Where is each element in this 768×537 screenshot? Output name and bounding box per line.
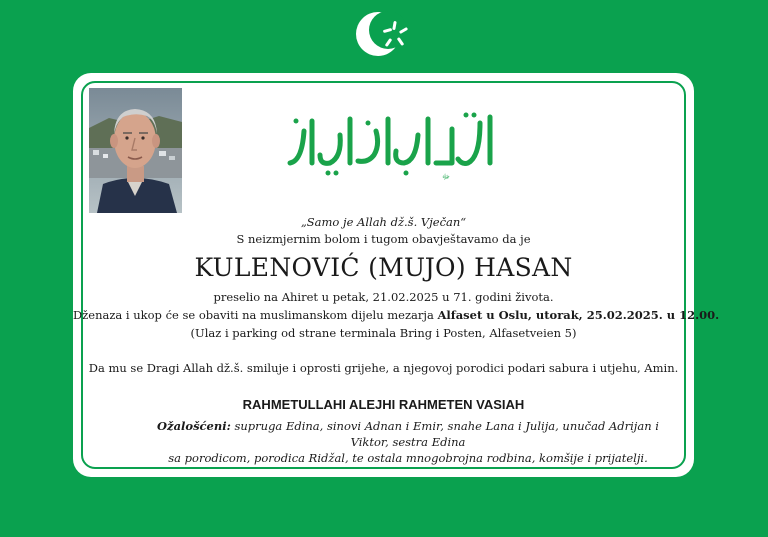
quote-text: „Samo je Allah dž.š. Vječan“ [300, 215, 467, 229]
deceased-name: KULENOVIĆ (MUJO) HASAN [194, 253, 573, 282]
funeral-location-time: Alfaset u Oslu, utorak, 25.02.2025. u 12.00. [437, 308, 720, 322]
rahmet-heading: RAHMETULLAHI ALEJHI RAHMETEN VASIAH [242, 397, 525, 412]
funeral-info [73, 308, 720, 322]
crescent-and-star-icon [352, 8, 414, 60]
mourners-list [138, 418, 678, 466]
mourners-label: Ožalošćeni: [157, 419, 231, 433]
mourners-line-2: sa porodicom, porodica Ridžal, te ostala mnogobrojna rodbina, komšije i prijatelji. [168, 451, 648, 465]
prayer-text: Da mu se Dragi Allah dž.š. smiluje i oprosti grijehe, a njegovoj porodici podari sabura i utjehu, Amin. [88, 361, 679, 375]
portrait-photo [89, 88, 182, 213]
intro-text: S neizmjernim bolom i tugom obavještavamo da je [236, 232, 531, 246]
parking-info: (Ulaz i parking od strane terminala Bring i Posten, Alfasetveien 5) [190, 326, 577, 340]
death-date-text: preselio na Ahiret u petak, 21.02.2025 u 71. godini života. [213, 290, 554, 304]
funeral-info-prefix: Dženaza i ukop će se obaviti na muslimanskom dijelu mezarja [73, 308, 438, 322]
arabic-calligraphy-inna-lillahi [276, 105, 506, 185]
mourners-names-1: supruga Edina, sinovi Adnan i Emir, snahe Lana i Julija, unučad Adrijan i Viktor, sestra Edina [230, 419, 659, 449]
svg-text:ﷻ: ﷻ [442, 173, 450, 181]
mourners-line-1 [138, 418, 678, 450]
